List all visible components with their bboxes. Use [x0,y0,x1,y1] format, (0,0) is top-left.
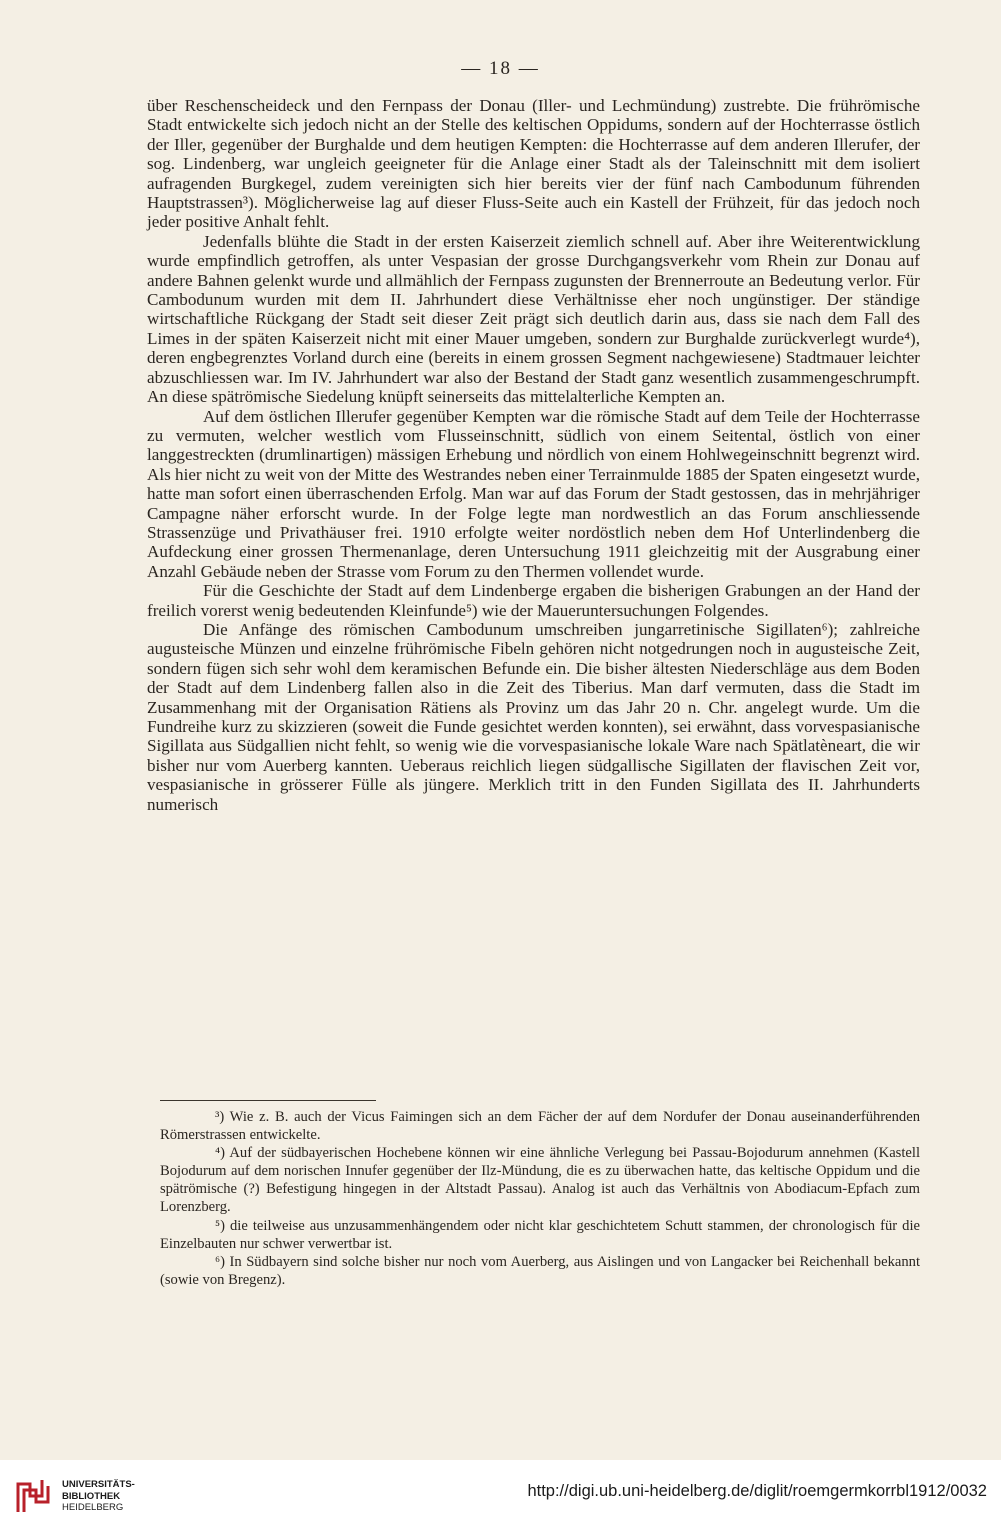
source-url-link[interactable]: http://digi.ub.uni-heidelberg.de/diglit/roemgermkorrbl1912/0032 [527,1482,987,1500]
library-name [62,1479,135,1514]
paragraph: Die Anfänge des römischen Cambodunum umschreiben jungarretinische Sigillaten⁶); zahlreiche augusteische Münzen und einzelne frührömische Fibeln gehören nicht notgedrungen noch in augusteische Zeit, sondern fügen sich sehr wohl dem keramischen Befunde ein. Die bisher ältesten Niederschläge aus dem Boden der Stadt auf dem Lindenberg fallen also in die Zeit des Tiberius. Man darf vermuten, dass die Stadt im Zusammenhang mit der Organisation Rätiens als Provinz um das Jahr 20 n. Chr. angelegt wurde. Um die Fundreihe kurz zu skizzieren (soweit die Funde gesichtet werden konnten), sei erwähnt, dass vorvespasianische Sigillata aus Südgallien nicht fehlt, so wenig wie die vorvespasianische lokale Ware nach Spätlatèneart, die wir bisher nur vom Auerberg kannten. Ueberaus reichlich liegen südgallische Sigillaten der flavischen Zeit vor, vespasianische in grösserer Fülle als jüngere. Merklich tritt in den Funden Sigillata des II. Jahrhunderts numerisch [147,619,920,814]
library-name-line: HEIDELBERG [62,1502,124,1513]
footnote: ⁵) die teilweise aus unzusammenhängendem oder nicht klar geschichtetem Schutt stammen, der chronologisch für die Einzelbauten nur schwer verwertbar ist. [160,1217,920,1252]
page-number: — 18 — [461,58,540,79]
paragraph: Jedenfalls blühte die Stadt in der ersten Kaiserzeit ziemlich schnell auf. Aber ihre Weiterentwicklung wurde empfindlich getroffen, als unter Vespasian der grosse Durchgangsverkehr vom Rhein zur Donau auf andere Bahnen gelenkt wurde und allmählich der Fernpass zugunsten der Brennerroute an Bedeutung verlor. Für Cambodunum wurden mit dem II. Jahrhundert diese Verhältnisse eher noch ungünstiger. Der ständige wirtschaftliche Rückgang der Stadt seit dieser Zeit prägt sich deutlich darin aus, dass sie nach dem Fall des Limes in der späten Kaiserzeit nicht mit einer Mauer umgeben, sondern zur Burghalde zurückverlegt wurde⁴), deren engbegrenztes Vorland durch eine (bereits in einem grossen Segment nachgewiesene) Stadtmauer leichter abzuschliessen war. Im IV. Jahrhundert war also der Bestand der Stadt ganz wesentlich zusammengeschrumpft. An diese spätrömische Siedelung knüpft seinerseits das mittelalterliche Kempten an. [147,231,920,407]
library-name-line: BIBLIOTHEK [62,1490,121,1502]
footer-bar [0,1460,1001,1539]
footnote: ⁴) Auf der südbayerischen Hochebene können wir eine ähnliche Verlegung bei Passau-Bojodurum annehmen (Kastell Bojodurum auf dem norischen Innufer gegenüber der Ilz-Mündung, die es zu überwachen hatte, das keltische Oppidum und die spätrömische (?) Befestigung hingegen in der Altstadt Passau). Analog ist auch das Verhältnis von Abodiacum-Epfach zum Lorenzberg. [160,1145,920,1216]
paragraph: Für die Geschichte der Stadt auf dem Lindenberge ergaben die bisherigen Grabungen an der Hand der freilich vorerst wenig bedeutenden Kleinfunde⁵) wie der Maueruntersuchungen Folgendes. [147,581,920,620]
footnotes [160,1108,920,1289]
paragraph: über Reschenscheideck und den Fernpass der Donau (Iller- und Lechmündung) zustrebte. Die frührömische Stadt entwickelte sich jedoch nicht an der Stelle des keltischen Oppidums, sondern auf der Hochterrasse östlich der Iller, gegenüber der Burghalde und dem heutigen Kempten: die Hochterrasse auf dem anderen Illerufer, der sog. Lindenberg, war ungleich geeigneter für die Anlage einer Stadt als der Taleinschnitt mit dem isoliert aufragenden Burgkegel, zudem vereinigten sich hier bereits vier der fünf nach Cambodunum führenden Hauptstrassen³). Möglicherweise lag auf dieser Fluss-Seite auch ein Kastell der Frühzeit, für das jedoch noch jeder positive Anhalt fehlt. [147,96,920,232]
footnote: ⁶) In Südbayern sind solche bisher nur noch vom Auerberg, aus Aislingen und von Langacker bei Reichenhall bekannt (sowie von Bregenz). [160,1253,920,1288]
library-logo-graphic [14,1476,54,1516]
library-logo-icon[interactable] [14,1476,54,1516]
paragraph: Auf dem östlichen Illerufer gegenüber Kempten war die römische Stadt auf dem Teile der Hochterrasse zu vermuten, welcher westlich vom Flusseinschnitt, südlich von einem Seitental, östlich von einer langgestreckten (drumlinartigen) mässigen Erhebung und nördlich von einem Hohlwegeinschnitt begrenzt wird. Als hier nicht zu weit von der Mitte des Westrandes neben einer Terrainmulde 1885 der Spaten eingesetzt wurde, hatte man sofort einen überraschenden Erfolg. Man war auf das Forum der Stadt gestossen, das in mehrjähriger Campagne näher erforscht wurde. In der Folge legte man nordwestlich an das Forum anschliessende Strassenzüge und Privathäuser frei. 1910 erfolgte weiter nordöstlich neben dem Hof Unterlindenberg die Aufdeckung einer grossen Thermenanlage, deren Untersuchung 1911 gleichzeitig mit der Ausgrabung einer Anzahl Gebäude neben der Strasse vom Forum zu den Thermen vollendet wurde. [147,406,920,581]
footnote: ³) Wie z. B. auch der Vicus Faimingen sich an dem Fächer der auf dem Nordufer der Donau auseinanderführenden Römerstrassen entwickelte. [160,1109,920,1144]
library-name-line: UNIVERSITÄTS- [62,1479,135,1490]
footnote-divider [160,1100,376,1101]
body-text [147,96,920,814]
